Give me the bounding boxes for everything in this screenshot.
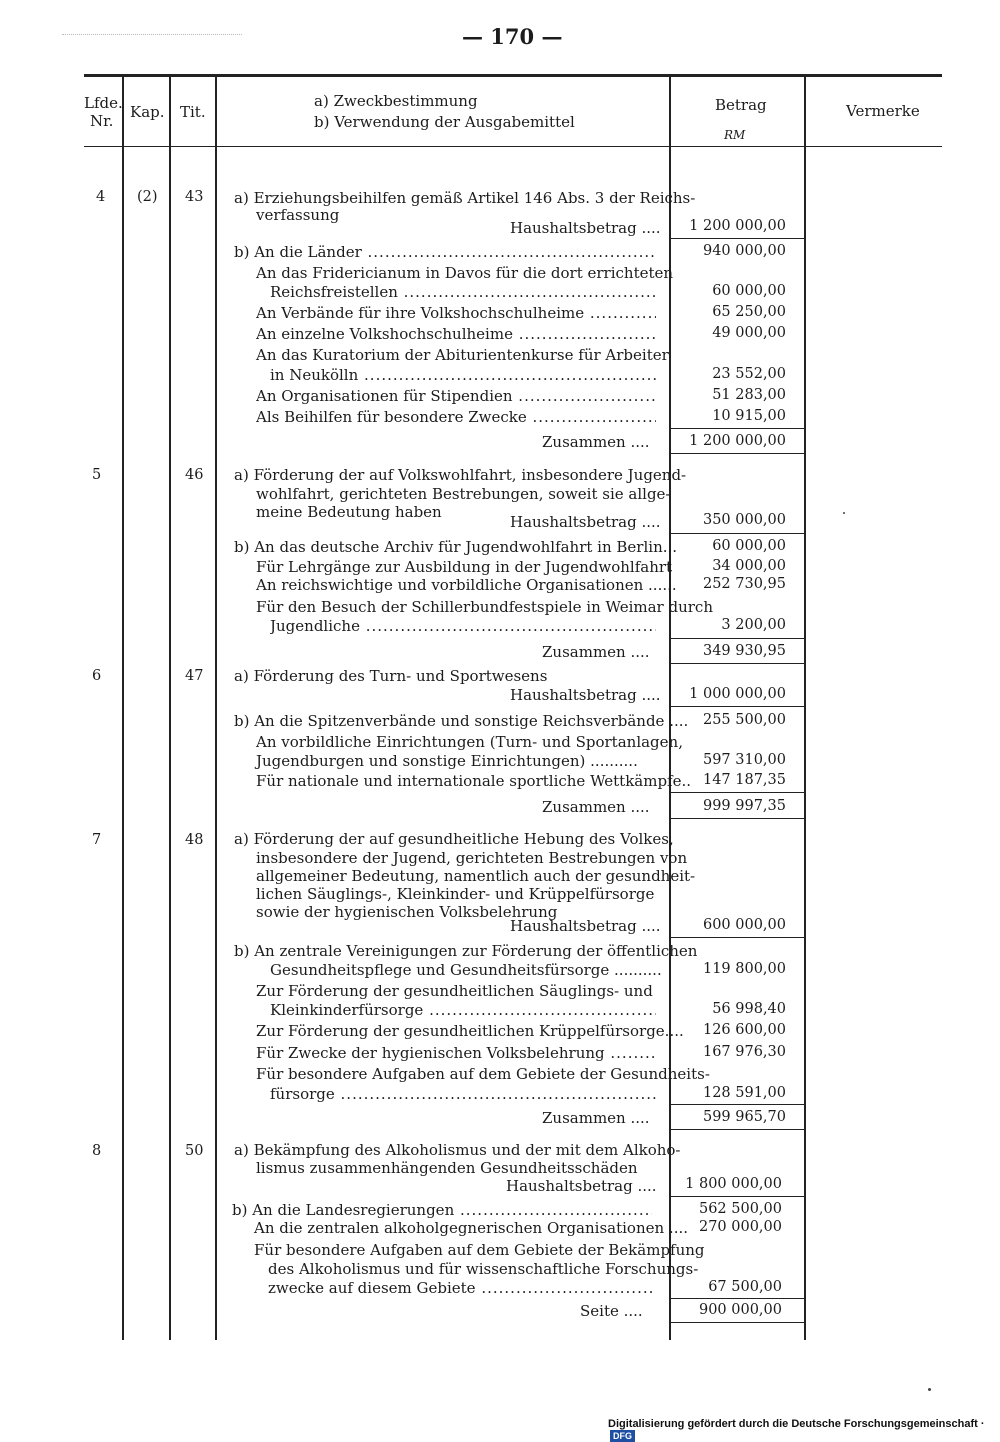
amount: 599 965,70 [702, 1109, 786, 1125]
purpose-text: a) Erziehungsbeihilfen gemäß Artikel 146 Abs. 3 der Reichs- [234, 189, 696, 207]
amount: 56 998,40 [712, 1001, 786, 1017]
amount: 900 000,00 [698, 1302, 782, 1318]
header-betrag: Betrag [715, 96, 767, 114]
amount-rule [670, 1196, 804, 1197]
amount: 1 200 000,00 [689, 433, 786, 449]
purpose-text: a) Förderung der auf Volkswohlfahrt, insbesondere Jugend- [234, 466, 687, 484]
amount: 600 000,00 [702, 917, 786, 933]
footer-credit [608, 1418, 1000, 1442]
amount: 51 283,00 [712, 387, 786, 403]
scan-speck [843, 512, 845, 514]
amount: 60 000,00 [712, 538, 786, 554]
total-label: Zusammen .... [542, 798, 650, 816]
haushalt-label: Haushaltsbetrag .... [510, 513, 661, 531]
amount: 126 600,00 [702, 1022, 786, 1038]
expense-item: b) An die Spitzenverbände und sonstige Reichsverbände .... [234, 712, 689, 730]
expense-item: des Alkoholismus und für wissenschaftliche Forschungs- [268, 1260, 699, 1278]
expense-item: An Organisationen für Stipendien ..... [256, 387, 656, 405]
expense-item: b) An die Landesregierungen ..... [232, 1201, 652, 1219]
amount: 350 000,00 [702, 512, 786, 528]
row-tit: 48 [185, 832, 204, 848]
amount: 562 500,00 [698, 1201, 782, 1217]
amount-rule [670, 1298, 804, 1299]
amount: 270 000,00 [698, 1219, 782, 1235]
expense-item: Reichsfreistellen ..... [270, 283, 656, 301]
dfg-logo-icon: DFG [610, 1430, 635, 1442]
column-divider-betrag [804, 76, 806, 1340]
haushalt-label: Haushaltsbetrag .... [510, 686, 661, 704]
amount: 49 000,00 [712, 325, 786, 341]
amount: 1 800 000,00 [685, 1176, 782, 1192]
header-bottom-rule [84, 146, 942, 147]
header-purpose-a: a) Zweckbestimmung [314, 92, 478, 110]
amount: 3 200,00 [721, 617, 786, 633]
expense-item: Für besondere Aufgaben auf dem Gebiete der Bekämpfung [254, 1241, 705, 1259]
row-tit: 46 [185, 467, 204, 483]
expense-item: An Verbände für ihre Volkshochschulheime ..... [256, 304, 656, 322]
purpose-text: meine Bedeutung haben [256, 503, 442, 521]
total-label: Zusammen .... [542, 643, 650, 661]
amount: 60 000,00 [712, 283, 786, 299]
amount: 119 800,00 [702, 961, 786, 977]
purpose-text: a) Förderung des Turn- und Sportwesens [234, 667, 548, 685]
haushalt-label: Haushaltsbetrag .... [510, 219, 661, 237]
footer-text: Digitalisierung gefördert durch die Deutsche Forschungsgemeinschaft · [608, 1418, 985, 1430]
expense-item: Jugendburgen und sonstige Einrichtungen) .......... [256, 752, 638, 770]
column-divider-tit [215, 76, 217, 1340]
expense-item: Für den Besuch der Schillerbundfestspiele in Weimar durch [256, 598, 713, 616]
amount: 252 730,95 [702, 576, 786, 592]
column-divider-nr [122, 76, 124, 1340]
expense-item: Gesundheitspflege und Gesundheitsfürsorge .......... [270, 961, 662, 979]
row-separator [670, 1129, 804, 1130]
amount: 34 000,00 [712, 558, 786, 574]
haushalt-label: Haushaltsbetrag .... [506, 1177, 657, 1195]
haushalt-label: Haushaltsbetrag .... [510, 917, 661, 935]
row-separator [670, 453, 804, 454]
amount-rule [670, 1104, 804, 1105]
row-tit: 47 [185, 668, 204, 684]
expense-item: Als Beihilfen für besondere Zwecke ..... [256, 408, 656, 426]
expense-item: fürsorge ..... [270, 1085, 656, 1103]
table-top-rule [84, 74, 942, 77]
row-nr: 7 [92, 832, 102, 848]
header-currency: RM [724, 128, 746, 142]
amount: 128 591,00 [702, 1085, 786, 1101]
scan-noise [62, 34, 242, 37]
row-nr: 4 [96, 189, 106, 205]
expense-item: Zur Förderung der gesundheitlichen Krüppelfürsorge.... [256, 1022, 684, 1040]
expense-item: Für Lehrgänge zur Ausbildung in der Jugendwohlfahrt [256, 558, 673, 576]
expense-item: An vorbildliche Einrichtungen (Turn- und Sportanlagen, [256, 733, 683, 751]
row-tit: 50 [185, 1143, 204, 1159]
page-number: — 170 — [462, 24, 563, 49]
expense-item: An das Kuratorium der Abiturientenkurse für Arbeiter [256, 346, 669, 364]
expense-item: An das Fridericianum in Davos für die dort errichteten [256, 264, 674, 282]
purpose-text: verfassung [256, 206, 340, 224]
header-tit: Tit. [180, 103, 206, 121]
header-purpose-b: b) Verwendung der Ausgabemittel [314, 113, 575, 131]
row-nr: 8 [92, 1143, 102, 1159]
expense-item: Für nationale und internationale sportliche Wettkämpfe.. [256, 772, 692, 790]
row-nr: 5 [92, 467, 102, 483]
amount-rule [670, 428, 804, 429]
expense-item: An einzelne Volkshochschulheime ..... [256, 325, 656, 343]
amount-rule [670, 238, 804, 239]
row-separator [670, 818, 804, 819]
amount: 65 250,00 [712, 304, 786, 320]
expense-item: b) An die Länder ..... [234, 243, 656, 261]
row-tit: 43 [185, 189, 204, 205]
total-label: Seite .... [580, 1302, 643, 1320]
header-lfde: Lfde. [84, 94, 123, 112]
amount: 67 500,00 [708, 1279, 782, 1295]
row-kap: (2) [137, 189, 158, 205]
expense-item: b) An zentrale Vereinigungen zur Förderung der öffentlichen [234, 942, 698, 960]
scan-speck [928, 1388, 931, 1391]
purpose-text: wohlfahrt, gerichteten Bestrebungen, soweit sie allge- [256, 485, 671, 503]
header-vermerke: Vermerke [846, 102, 920, 120]
row-separator [670, 1322, 804, 1323]
header-kap: Kap. [130, 103, 165, 121]
amount: 1 000 000,00 [689, 686, 786, 702]
column-divider-kap [169, 76, 171, 1340]
expense-item: Für besondere Aufgaben auf dem Gebiete der Gesundheits- [256, 1065, 710, 1083]
purpose-text: sowie der hygienischen Volksbelehrung [256, 903, 558, 921]
expense-item: b) An das deutsche Archiv für Jugendwohlfahrt in Berlin... [234, 538, 678, 556]
amount-rule [670, 792, 804, 793]
header-nr: Nr. [90, 112, 114, 130]
amount: 255 500,00 [702, 712, 786, 728]
expense-item: Kleinkinderfürsorge ..... [270, 1001, 656, 1019]
amount-rule [670, 638, 804, 639]
amount: 940 000,00 [702, 243, 786, 259]
amount: 147 187,35 [702, 772, 786, 788]
row-separator [670, 663, 804, 664]
expense-item: zwecke auf diesem Gebiete ..... [268, 1279, 652, 1297]
expense-item: An die zentralen alkoholgegnerischen Organisationen .... [254, 1219, 688, 1237]
purpose-text: a) Bekämpfung des Alkoholismus und der mit dem Alkoho- [234, 1141, 681, 1159]
total-label: Zusammen .... [542, 1109, 650, 1127]
amount: 23 552,00 [712, 366, 786, 382]
amount-rule [670, 706, 804, 707]
total-label: Zusammen .... [542, 433, 650, 451]
expense-item: An reichswichtige und vorbildliche Organisationen ...... [256, 576, 677, 594]
expense-item: Zur Förderung der gesundheitlichen Säuglings- und [256, 982, 653, 1000]
purpose-text: lismus zusammenhängenden Gesundheitsschäden [256, 1159, 638, 1177]
amount: 1 200 000,00 [689, 218, 786, 234]
amount: 999 997,35 [702, 798, 786, 814]
amount: 167 976,30 [702, 1044, 786, 1060]
row-nr: 6 [92, 668, 102, 684]
amount-rule [670, 533, 804, 534]
purpose-text: insbesondere der Jugend, gerichteten Bestrebungen von [256, 849, 688, 867]
amount: 349 930,95 [702, 643, 786, 659]
expense-item: Jugendliche ..... [270, 617, 656, 635]
expense-item: in Neukölln ..... [270, 366, 656, 384]
amount: 10 915,00 [712, 408, 786, 424]
purpose-text: allgemeiner Bedeutung, namentlich auch der gesundheit- [256, 867, 696, 885]
amount: 597 310,00 [702, 752, 786, 768]
amount-rule [670, 937, 804, 938]
purpose-text: a) Förderung der auf gesundheitliche Hebung des Volkes, [234, 830, 674, 848]
expense-item: Für Zwecke der hygienischen Volksbelehrung ..... [256, 1044, 656, 1062]
purpose-text: lichen Säuglings-, Kleinkinder- und Krüppelfürsorge [256, 885, 655, 903]
